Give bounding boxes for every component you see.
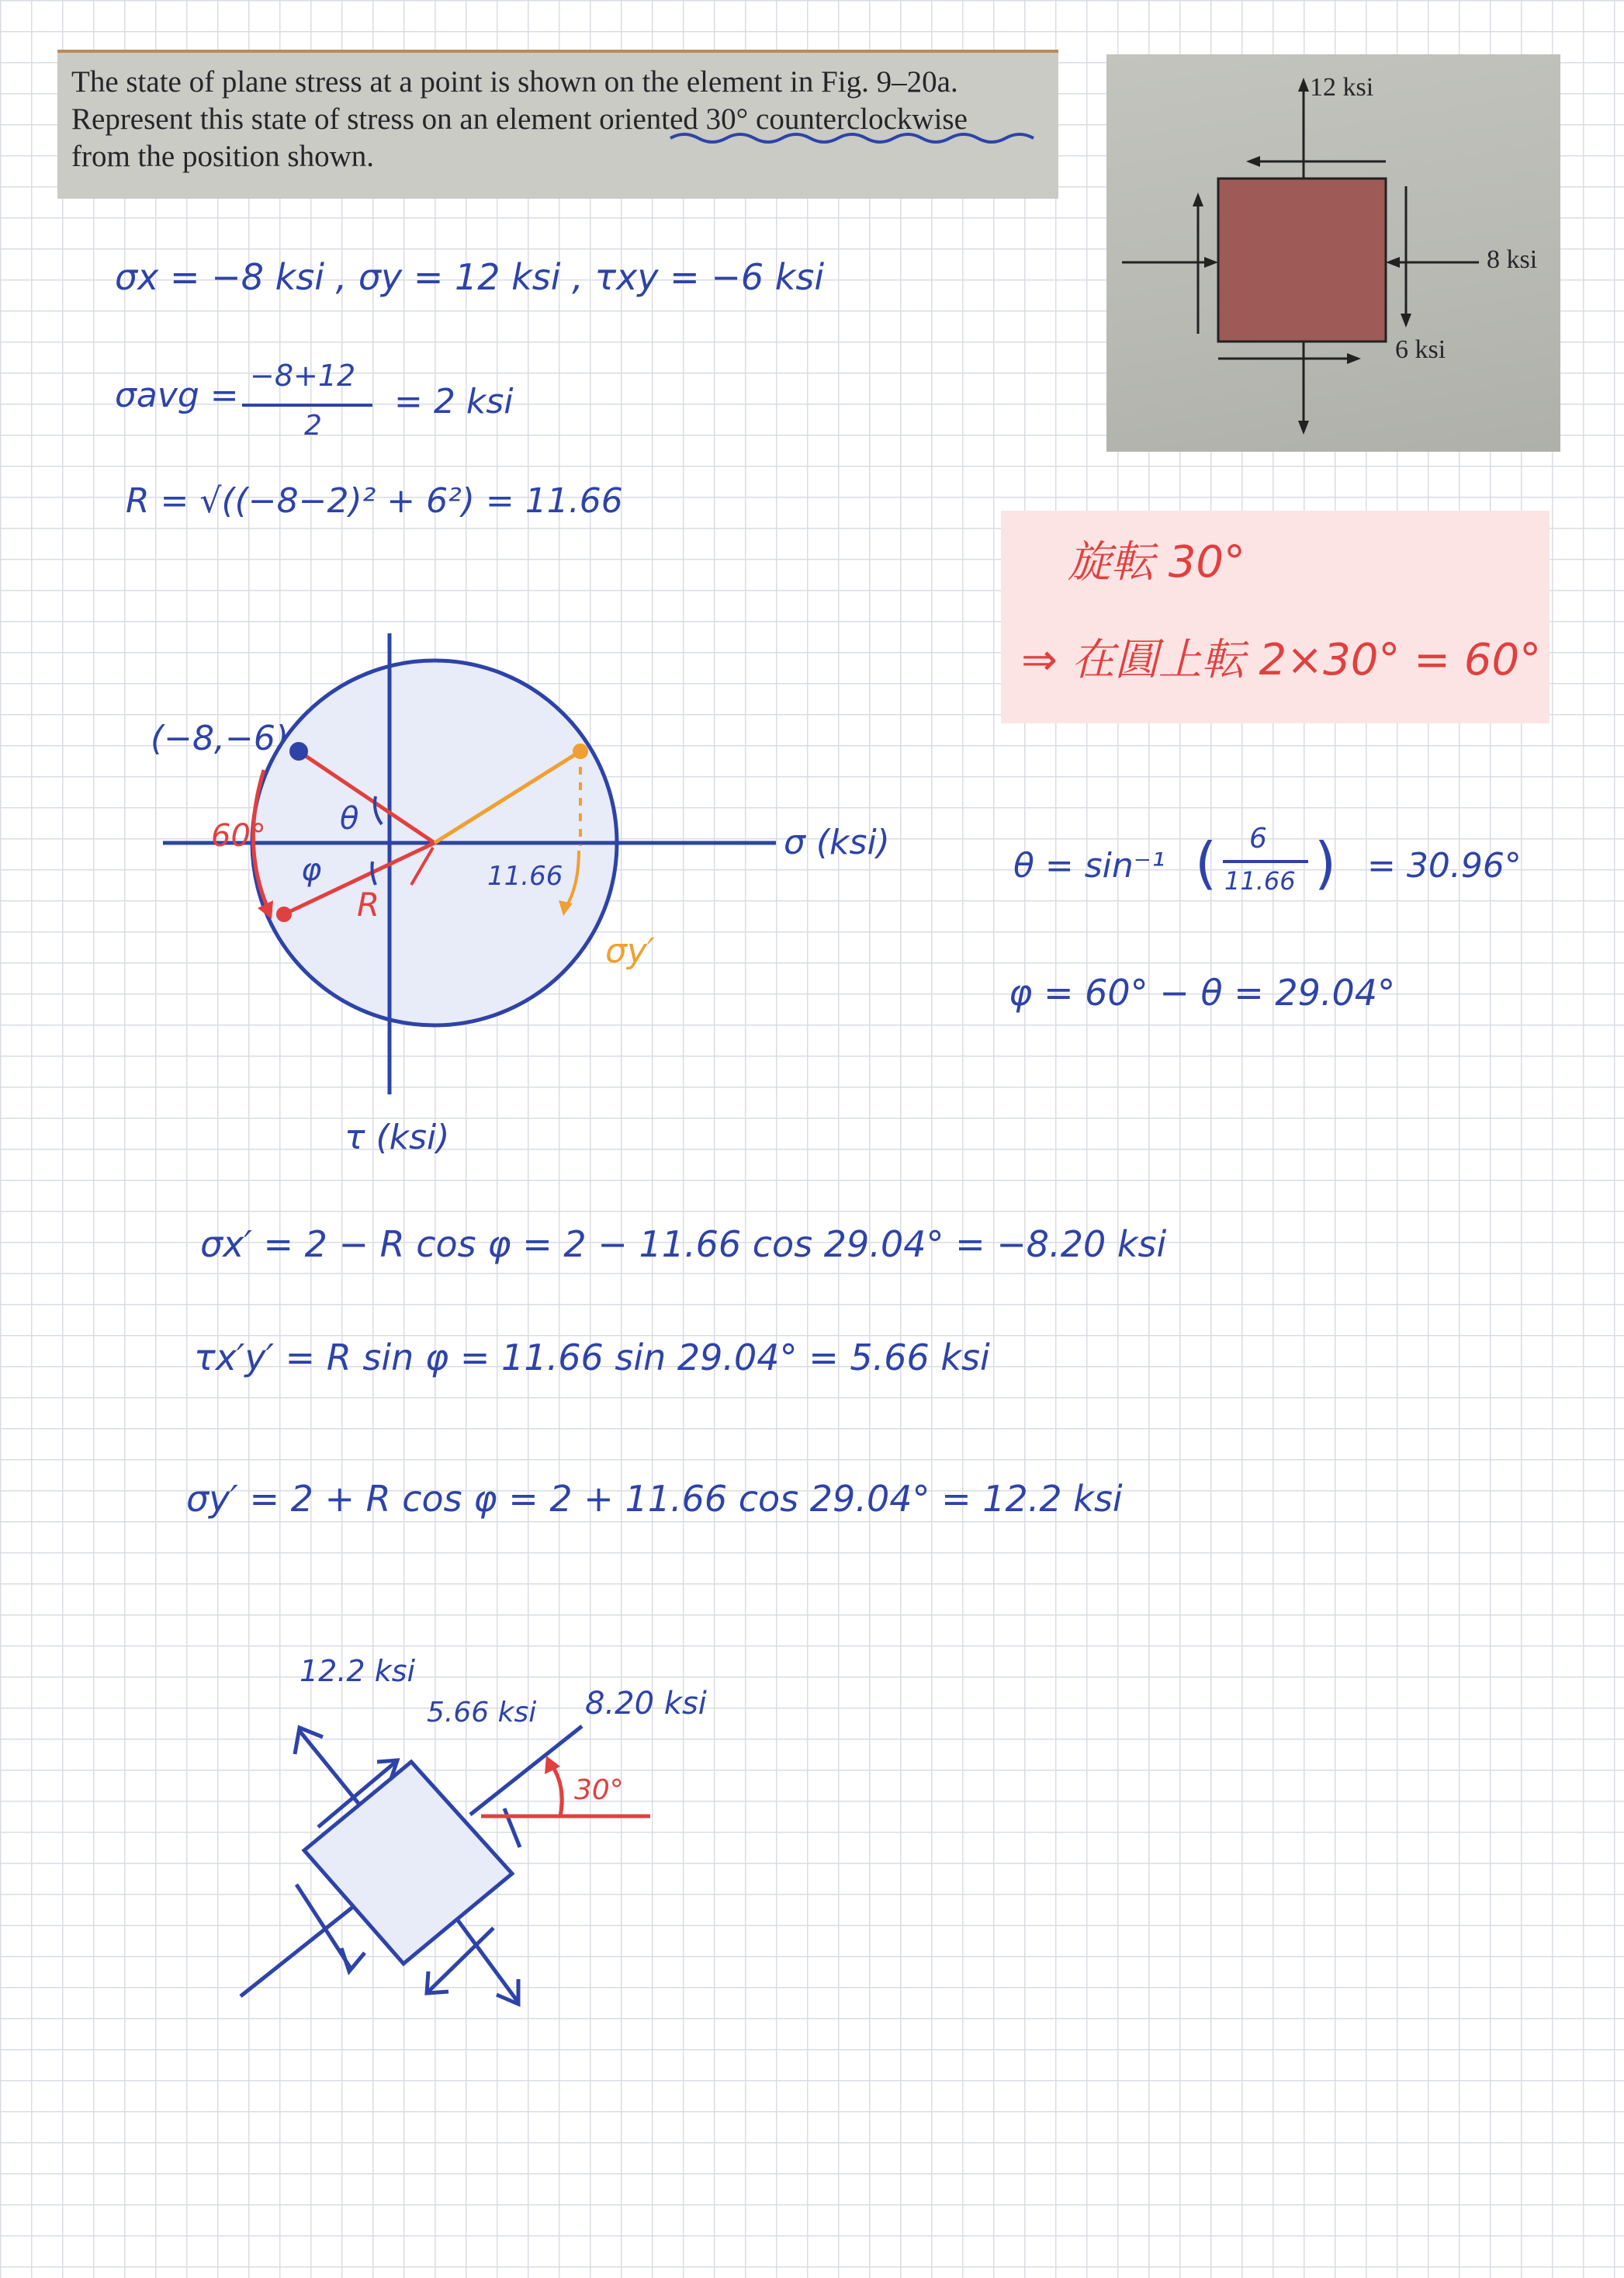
label-6ksi: 6 ksi	[1395, 335, 1446, 364]
point-x-prime	[276, 907, 292, 922]
problem-line-1: The state of plane stress at a point is shown on the element in Fig. 9–20a.	[71, 65, 958, 99]
label-sigma-axis: σ (ksi)	[784, 823, 890, 862]
label-12ksi: 12 ksi	[1310, 73, 1374, 102]
rotated-element-sketch	[225, 1645, 737, 2034]
given-values: σx = −8 ksi , σy = 12 ksi , τxy = −6 ksi	[115, 256, 825, 298]
label-r: R	[357, 886, 380, 924]
avg-fraction-bar	[242, 404, 372, 407]
arrow-right-icon	[1347, 353, 1361, 364]
label-tau-value: 5.66 ksi	[427, 1697, 537, 1728]
phi-equation: φ = 60° − θ = 29.04°	[1009, 972, 1396, 1014]
paren-right: )	[1314, 830, 1337, 896]
tau-xy-prime-equation: τx′y′ = R sin φ = 11.66 sin 29.04° = 5.66 ksi	[194, 1337, 990, 1378]
arrow-up-icon	[1298, 78, 1309, 92]
label-8ksi: 8 ksi	[1487, 245, 1538, 274]
label-radius-value: 11.66	[487, 861, 563, 892]
problem-statement	[57, 50, 1058, 199]
problem-line-2: Represent this state of stress on an element oriented 30° counterclockwise	[71, 101, 1044, 138]
point-y-prime	[573, 744, 588, 759]
theta-fraction-bar	[1223, 860, 1308, 863]
label-tau-axis: τ (ksi)	[345, 1118, 450, 1157]
paren-left: (	[1195, 830, 1217, 896]
label-sigma-x-value: 8.20 ksi	[585, 1686, 707, 1722]
mohrs-circle-diagram	[140, 621, 931, 1180]
label-sigma-y-prime: σy′	[605, 931, 655, 971]
wavy-underline	[669, 132, 1041, 146]
rotated-element	[304, 1762, 512, 1964]
note-line-2: ⇒ 在圓上転 2×30° = 60°	[1021, 635, 1542, 685]
theta-frac-num: 6	[1249, 823, 1267, 855]
radius-equation: R = √((−8−2)² + 6²) = 11.66	[126, 481, 623, 521]
rotation-note	[1001, 511, 1550, 723]
label-angle-30: 30°	[574, 1774, 624, 1806]
label-phi: φ	[301, 852, 322, 888]
avg-result: = 2 ksi	[394, 382, 514, 421]
arrow-left-icon	[1246, 156, 1260, 167]
avg-denominator: 2	[304, 410, 322, 442]
stress-element-figure	[1106, 54, 1560, 452]
theta-lhs: θ = sin⁻¹	[1013, 846, 1165, 886]
theta-frac-den: 11.66	[1224, 866, 1296, 896]
point-x	[289, 742, 308, 761]
stress-element	[1218, 179, 1386, 342]
note-line-1: 旋転 30°	[1068, 537, 1246, 588]
avg-lhs: σavg =	[115, 376, 239, 415]
sigma-y-prime-equation: σy′ = 2 + R cos φ = 2 + 11.66 cos 29.04° = 12.2 ksi	[186, 1478, 1123, 1520]
avg-numerator: −8+12	[250, 359, 356, 393]
label-sigma-y-value: 12.2 ksi	[300, 1654, 416, 1688]
problem-line-3: from the position shown.	[71, 140, 374, 173]
label-60: 60°	[211, 818, 266, 854]
point-label: (−8,−6)	[151, 719, 289, 758]
label-theta: θ	[340, 801, 359, 837]
arrow-down-icon	[1298, 421, 1309, 435]
theta-rhs: = 30.96°	[1367, 846, 1522, 886]
sigma-x-prime-equation: σx′ = 2 − R cos φ = 2 − 11.66 cos 29.04° = −8.20 ksi	[200, 1223, 1167, 1265]
